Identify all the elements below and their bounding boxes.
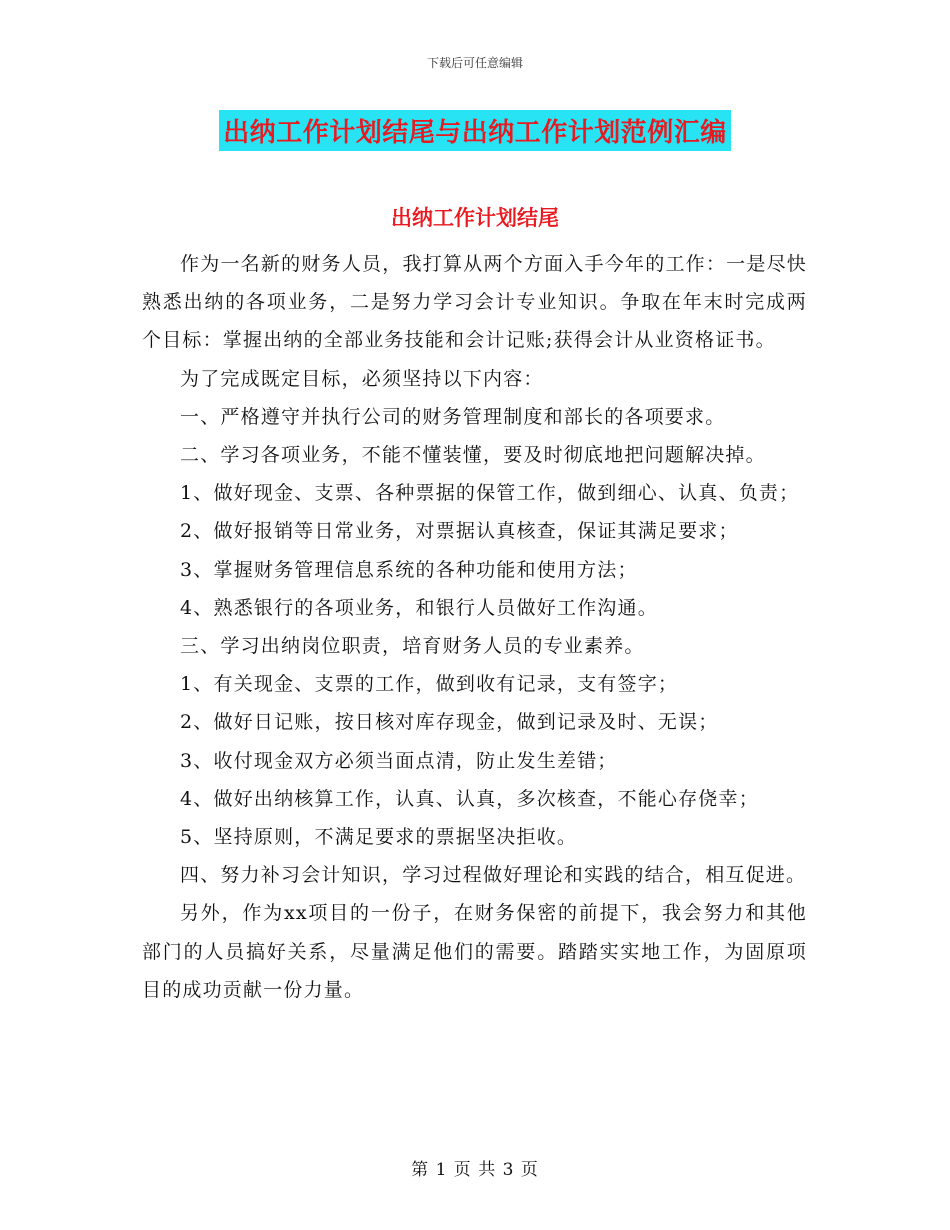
paragraph: 一、严格遵守并执行公司的财务管理制度和部长的各项要求。	[180, 405, 726, 428]
document-body	[142, 245, 807, 1009]
paragraph: 三、学习出纳岗位职责，培育财务人员的专业素养。	[180, 635, 645, 658]
paragraph: 2、做好日记账，按日核对库存现金，做到记录及时、无误；	[180, 711, 719, 734]
paragraph: 3、掌握财务管理信息系统的各种功能和使用方法；	[180, 558, 638, 581]
header-note: 下载后可任意编辑	[426, 56, 523, 70]
paragraph: 1、有关现金、支票的工作，做到收有记录，支有签字；	[180, 673, 679, 696]
paragraph: 1、做好现金、支票、各种票据的保管工作，做到细心、认真、负责；	[180, 482, 800, 505]
paragraph: 3、收付现金双方必须当面点清，防止发生差错；	[180, 749, 618, 772]
paragraph: 作为一名新的财务人员，我打算从两个方面入手今年的工作：一是尽快熟悉出纳的各项业务，二是努力学习会计专业知识。争取在年末时完成两个目标：掌握出纳的全部业务技能和会计记账;获得会计从业资格证书。	[142, 253, 807, 352]
paragraph: 2、做好报销等日常业务，对票据认真核查，保证其满足要求；	[180, 520, 739, 543]
section-title: 出纳工作计划结尾	[391, 206, 559, 230]
paragraph: 另外，作为xx项目的一份子，在财务保密的前提下，我会努力和其他部门的人员搞好关系，尽量满足他们的需要。踏踏实实地工作，为固原项目的成功贡献一份力量。	[142, 902, 807, 1001]
paragraph: 4、做好出纳核算工作，认真、认真，多次核查，不能心存侥幸；	[180, 787, 759, 810]
page-footer: 第 1 页 共 3 页	[411, 1160, 539, 1180]
document-title: 出纳工作计划结尾与出纳工作计划范例汇编	[219, 110, 731, 151]
paragraph: 为了完成既定目标，必须坚持以下内容：	[180, 367, 544, 390]
paragraph: 4、熟悉银行的各项业务，和银行人员做好工作沟通。	[180, 596, 658, 619]
document-title-wrapper	[0, 110, 950, 151]
paragraph: 5、坚持原则，不满足要求的票据坚决拒收。	[180, 826, 578, 849]
paragraph: 四、努力补习会计知识，学习过程做好理论和实践的结合，相互促进。	[180, 864, 807, 887]
paragraph: 二、学习各项业务，不能不懂装懂，要及时彻底地把问题解决掉。	[180, 444, 766, 467]
